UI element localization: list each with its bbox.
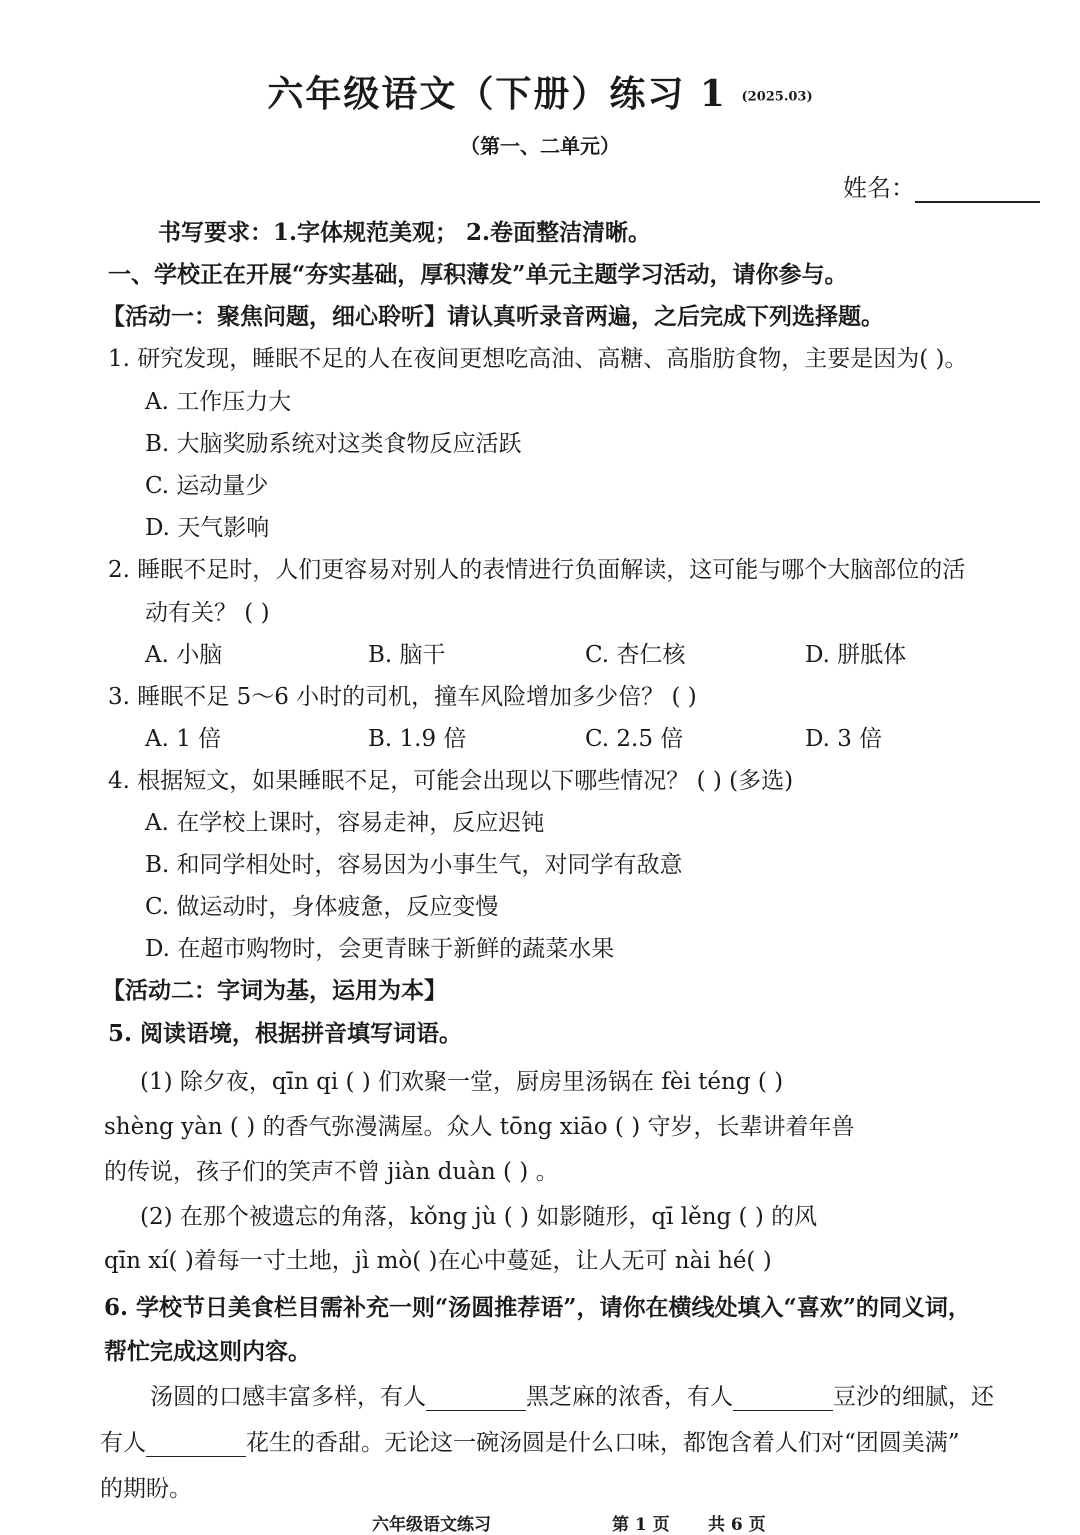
q5-passage2-line1: (2) 在那个被遗忘的角落，kǒng jù ( ) 如影随形，qī lěng ( ) 的风 [140,1204,818,1230]
q4-option-b: B. 和同学相处时，容易因为小事生气，对同学有敌意 [145,852,683,878]
question-5-stem: 5. 阅读语境，根据拼音填写词语。 [108,1020,463,1047]
page-title: 六年级语文（下册）练习 1 (2025.03) [267,73,813,115]
writing-requirements: 书写要求：1.字体规范美观； 2.卷面整洁清晰。 [158,219,652,246]
q6-passage-line3: 的期盼。 [100,1476,192,1502]
activity-two-heading: 【活动二：字词为基，运用为本】 [102,977,447,1004]
section-heading: 一、学校正在开展“夯实基础，厚积薄发”单元主题学习活动，请你参与。 [108,261,848,288]
q3-option-a: A. 1 倍 [145,726,222,752]
q5-passage2-line2: qīn xí( )着每一寸土地，jì mò( )在心中蔓延，让人无可 nài hé( ) [104,1248,772,1274]
q5-passage1-line1: (1) 除夕夜，qīn qi ( ) 们欢聚一堂，厨房里汤锅在 fèi téng ( ) [140,1069,784,1095]
q3-option-b: B. 1.9 倍 [368,726,467,752]
q4-option-c: C. 做运动时，身体疲惫，反应变慢 [145,894,499,920]
name-field[interactable]: 姓名： [843,168,1040,203]
q6-passage-line2: 有人 花生的香甜。无论这一碗汤圆是什么口味，都饱含着人们对“团圆美满” [100,1430,960,1456]
question-4-stem: 4. 根据短文，如果睡眠不足，可能会出现以下哪些情况？ ( ) (多选) [108,768,794,794]
q5-passage1-line2: shèng yàn ( ) 的香气弥漫满屋。众人 tōng xiāo ( ) 守岁，长辈讲着年兽 [104,1114,855,1140]
question-1-stem: 1. 研究发现，睡眠不足的人在夜间更想吃高油、高糖、高脂肪食物，主要是因为( )。 [108,346,968,372]
question-6-stem: 6. 学校节日美食栏目需补充一则“汤圆推荐语”，请你在横线处填入“喜欢”的同义词， [104,1294,971,1321]
footer-title: 六年级语文练习 [372,1515,491,1535]
page-total: 共 6 页 [708,1515,766,1535]
question-2-stem-cont: 动有关？ ( ) [145,600,270,626]
q1-option-a: A. 工作压力大 [145,389,292,415]
exam-date: (2025.03) [741,89,813,105]
q6-blank-3[interactable] [146,1434,246,1457]
name-blank[interactable] [915,181,1040,203]
q4-option-a: A. 在学校上课时，容易走神，反应迟钝 [145,810,545,836]
question-3-stem: 3. 睡眠不足 5～6 小时的司机，撞车风险增加多少倍？ ( ) [108,684,697,710]
q5-passage1-line3: 的传说，孩子们的笑声不曾 jiàn duàn ( ) 。 [104,1159,559,1185]
activity-one-heading: 【活动一：聚焦问题，细心聆听】请认真听录音两遍，之后完成下列选择题。 [102,303,884,330]
question-2-stem: 2. 睡眠不足时，人们更容易对别人的表情进行负面解读，这可能与哪个大脑部位的活 [108,557,966,583]
page-number: 第 1 页 [612,1515,670,1535]
q1-option-d: D. 天气影响 [145,515,270,541]
q6-blank-2[interactable] [733,1388,833,1411]
q1-option-c: C. 运动量少 [145,473,269,499]
q2-option-d: D. 胼胝体 [805,642,907,668]
q2-option-c: C. 杏仁核 [585,642,686,668]
q3-option-c: C. 2.5 倍 [585,726,684,752]
q2-option-a: A. 小脑 [145,642,223,668]
q6-blank-1[interactable] [426,1388,526,1411]
q4-option-d: D. 在超市购物时，会更青睐于新鲜的蔬菜水果 [145,936,615,962]
page-subtitle: （第一、二单元） [460,134,620,158]
q2-option-b: B. 脑干 [368,642,446,668]
q1-option-b: B. 大脑奖励系统对这类食物反应活跃 [145,431,522,457]
question-6-stem-cont: 帮忙完成这则内容。 [104,1338,311,1365]
q3-option-d: D. 3 倍 [805,726,883,752]
q6-passage-line1: 汤圆的口感丰富多样，有人 黑芝麻的浓香，有人 豆沙的细腻，还 [150,1384,994,1410]
